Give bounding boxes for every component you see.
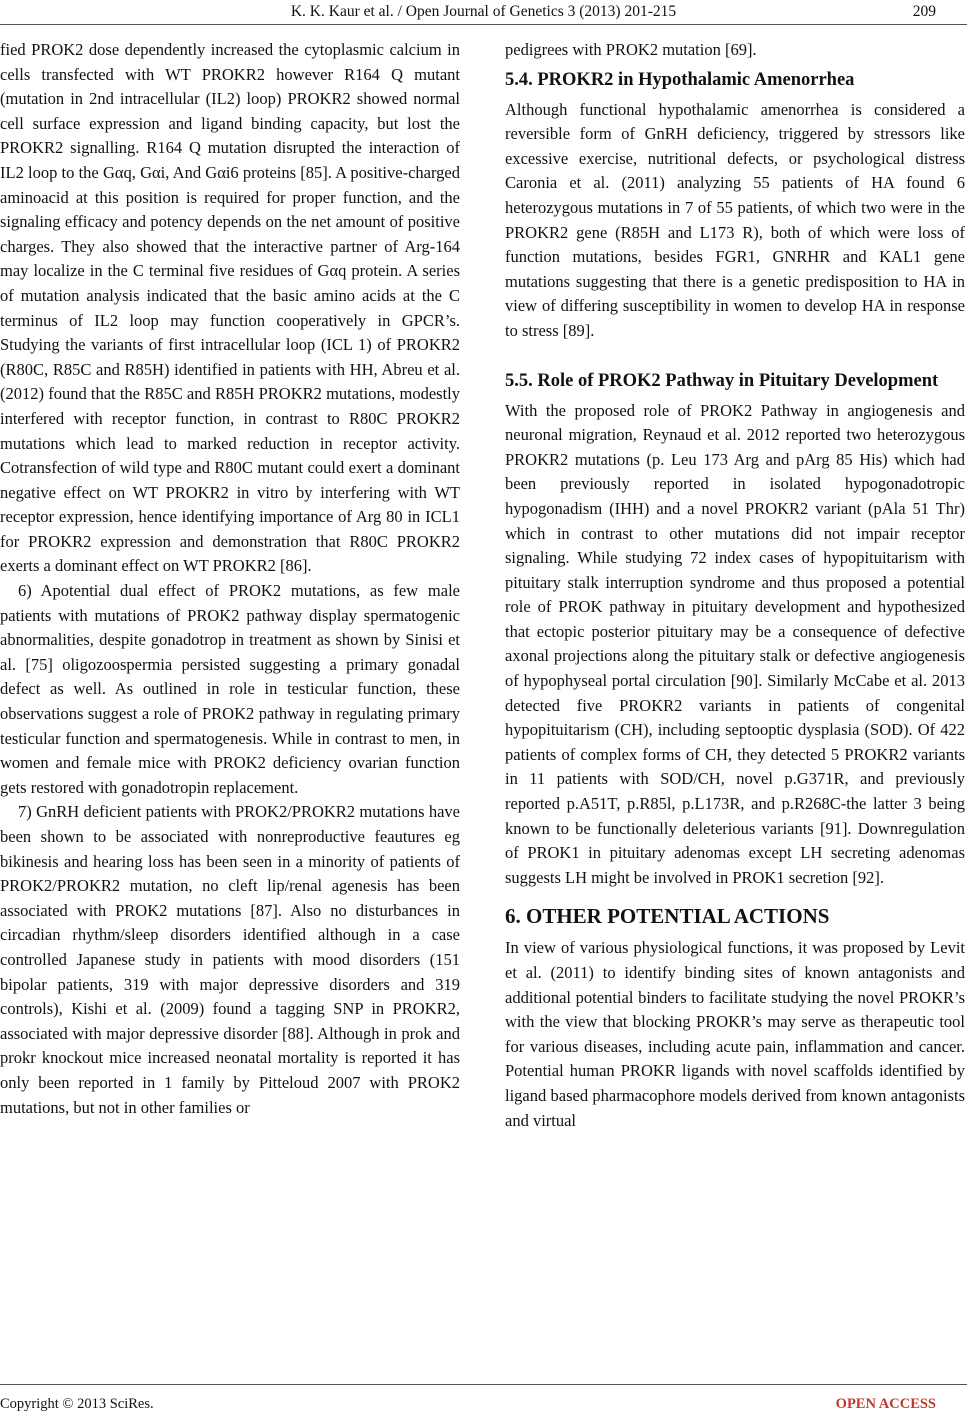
paragraph-hypothalamic-amenorrhea: Although functional hypothalamic amenorrhea is considered a reversible form of GnRH deficiency, triggered by stressors like excessive exercise, nutritional defects, or psychological distress Caronia et al. (2011) analyzing 55 patients of HA found 6 heterozygous mutations in 7 of 55 patients, of which two were in the PROKR2 gene (R85H and L173 R), both of which were loss of function mutations, besides FGR1, GNRHR and KAL1 gene mutations suggesting that there is a genetic predisposition to HA in view of differing susceptibility in women to develop HA in response to stress [89].	[505, 99, 965, 340]
paragraph-pituitary-development: With the proposed role of PROK2 Pathway in angiogenesis and neuronal migration, Reynaud et al. 2012 reported two heterozygous PROKR2 mutations (p. Leu 173 Arg and pArg 85 His) which had been previously reported in isolated hypogonadotropic hypogonadism (IHH) and a novel PROKR2 variant (pAla 51 Thr) which in contrast to other mutations did not impair receptor signaling. While studying 72 index cases of hypopituitarism with pituitary stalk interruption syndrome and thus proposed a potential role of PROK pathway in pituitary development and hypothesized that ectopic posterior pituitary may be a consequence of defective axonal projections along the pituitary stalk or defective angiogenesis of hypophyseal portal circulation [90]. Similarly McCabe et al. 2013 detected five PROKR2 variants in patients of congenital hypopituitarism (CH), including septooptic dysplasia (SOD). Of 422 patients of complex forms of CH, they detected 5 PROKR2 variants in 11 patients with SOD/CH, novel p.G371R, and previously reported p.A51T, p.R85l, p.L173R, and p.R268C-the latter 3 being known to be functionally deleterious variants [91]. Downregulation of PROK1 in pituitary adenomas except LH secreting adenomas suggests LH might be involved in PROK1 secretion [92].	[505, 400, 965, 887]
right-column	[505, 38, 965, 1133]
copyright-notice: Copyright © 2013 SciRes.	[0, 1396, 154, 1412]
section-heading-5-4: 5.4. PROKR2 in Hypothalamic Amenorrhea	[505, 69, 855, 90]
page-number: 209	[912, 3, 936, 20]
page-footer	[0, 1374, 967, 1414]
paragraph-dual-effect: 6) Apotential dual effect of PROK2 mutations, as few male patients with mutations of PROK2 pathway display spermatogenic abnormalities, despite gonadotrop in treatment as shown by Sinisi et al. [75] oligozoospermia persisted suggesting a primary gonadal defect as well. As outlined in role in testicular function, these observations suggest a role of PROK2 pathway in regulating primary testicular function and spermatogenesis. While in contrast to men, in women and female mice with PROK2 deficiency ovarian function gets restored with gonadotropin replacement.	[0, 581, 460, 797]
section-heading-5-5: 5.5. Role of PROK2 Pathway in Pituitary Development	[505, 370, 939, 391]
paragraph-pedigrees: pedigrees with PROK2 mutation [69].	[505, 40, 757, 59]
footer-rule	[0, 1384, 967, 1385]
left-column	[0, 38, 460, 1120]
open-access-label: OPEN ACCESS	[835, 1396, 936, 1412]
header-rule	[0, 24, 967, 25]
paragraph-other-actions: In view of various physiological functions, it was proposed by Levit et al. (2011) to identify binding sites of known antagonists and additional potential binders to facilitate studying the novel PROKR’s with the view that blocking PROKR’s may serve as therapeutic tool for various diseases, including acute pain, inflammation and cancer. Potential human PROKR ligands with novel scaffolds identified by ligand based pharmacophore models derived from known antagonists and virtual	[505, 938, 965, 1130]
running-header	[0, 0, 967, 24]
paragraph-nonreproductive-features: 7) GnRH deficient patients with PROK2/PROKR2 mutations have been shown to be associated with nonreproductive feautures eg bikinesis and hearing loss has been seen in a minority of patients of PROK2/PROKR2 mutation, no cleft lip/renal agenesis has been associated with PROK2 mutations [87]. Also no disturbances in circadian rhythm/sleep disorders identified although in a case controlled Japanese study in patients with mood disorders (151 bipolar patients, 319 with major depressive disorders and 319 controls), Kishi et al. (2009) found a tagging SNP in PROKR2, associated with major depressive disorder [88]. Although in prok and prokr knockout mice increased neonatal mortality is reported it has only been reported in 1 family by Pitteloud 2007 with PROK2 mutations, but not in other families or	[0, 802, 460, 1117]
paragraph-receptor-signalling: fied PROK2 dose dependently increased the cytoplasmic calcium in cells transfected with WT PROKR2 however R164 Q mutant (mutation in 2nd intracellular (IL2) loop) PROKR2 showed normal cell surface expression and ligand binding capacity, but lost the PROKR2 signalling. R164 Q mutation disrupted the interaction of IL2 loop to the Gαq, Gαi, And Gαi6 proteins [85]. A positive-charged aminoacid at this position is required for proper function, and the signaling efficacy and potency depends on the net amount of positive charges. They also showed that the interactive partner of Arg-164 may localize in the C terminal five residues of Gαq protein. A series of mutation analysis indicated that the basic amino acids at the C terminus of IL2 loop may function cooperatively in GPCR’s. Studying the variants of first intracellular loop (ICL 1) of PROKR2 (R80C, R85C and R85H) identified in patients with HH, Abreu et al. (2012) found that the R85C and R85H PROKR2 mutations, modestly interfered with receptor function, in contrast to R80C PROKR2 mutations which lead to marked reduction in receptor activity. Cotransfection of wild type and R80C mutant could exert a dominant negative effect on WT PROKR2 in vitro by interfering with WT receptor expression, hence identifying importance of Arg 80 in ICL1 for PROKR2 expression and demonstration that R80C PROKR2 exerts a dominant effect on WT PROKR2 [86].	[0, 40, 460, 576]
running-title: K. K. Kaur et al. / Open Journal of Genetics 3 (2013) 201-215	[290, 3, 677, 20]
section-heading-6: 6. OTHER POTENTIAL ACTIONS	[505, 904, 830, 929]
